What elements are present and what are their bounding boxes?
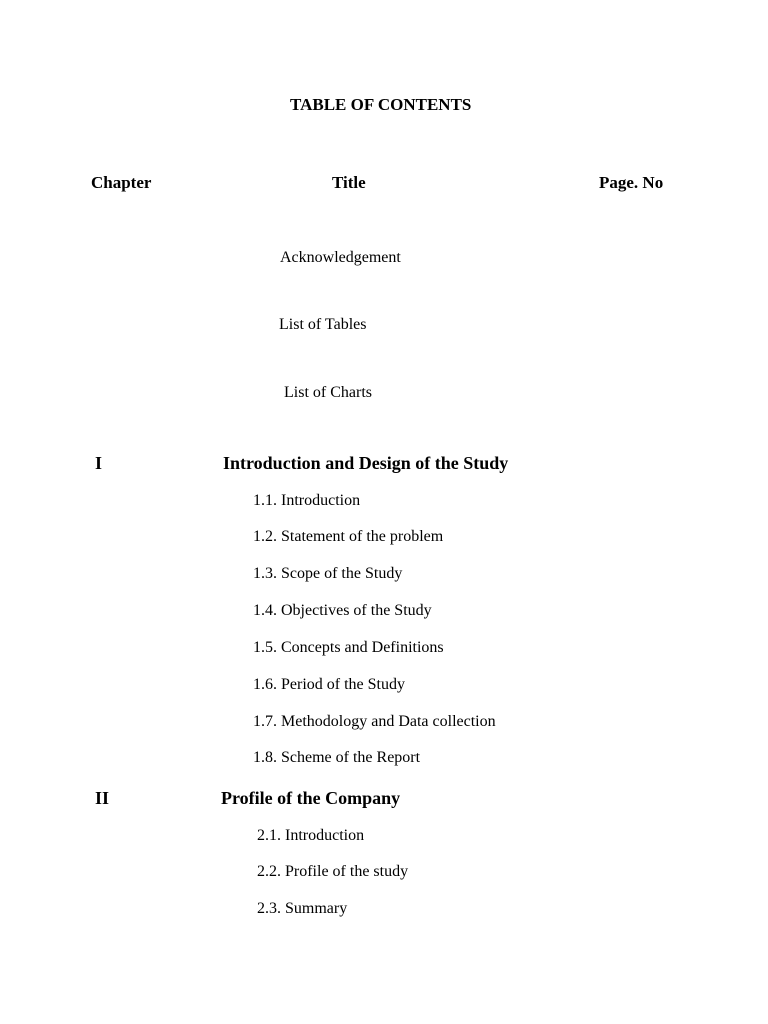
front-matter-list-of-tables: List of Tables xyxy=(279,316,367,333)
section-entry: 1.5. Concepts and Definitions xyxy=(253,639,444,656)
column-header-title: Title xyxy=(332,173,366,192)
column-header-chapter: Chapter xyxy=(91,173,152,192)
front-matter-list-of-charts: List of Charts xyxy=(284,384,372,401)
chapter-title: Profile of the Company xyxy=(221,788,401,808)
chapter-numeral: I xyxy=(95,453,103,473)
section-entry: 1.2. Statement of the problem xyxy=(253,528,444,545)
section-entry: 1.7. Methodology and Data collection xyxy=(253,713,496,730)
chapter-title: Introduction and Design of the Study xyxy=(223,453,509,473)
chapter-numeral: II xyxy=(95,788,110,808)
section-entry: 2.3. Summary xyxy=(257,900,348,917)
section-entry: 1.1. Introduction xyxy=(253,492,361,509)
section-entry: 1.6. Period of the Study xyxy=(253,676,405,693)
front-matter-acknowledgement: Acknowledgement xyxy=(280,249,401,266)
section-entry: 1.4. Objectives of the Study xyxy=(253,602,432,619)
section-entry: 2.2. Profile of the study xyxy=(257,863,409,880)
section-entry: 2.1. Introduction xyxy=(257,827,365,844)
page-title: TABLE OF CONTENTS xyxy=(290,95,472,114)
column-header-page: Page. No xyxy=(599,173,664,192)
section-entry: 1.8. Scheme of the Report xyxy=(253,749,421,766)
section-entry: 1.3. Scope of the Study xyxy=(253,565,403,582)
